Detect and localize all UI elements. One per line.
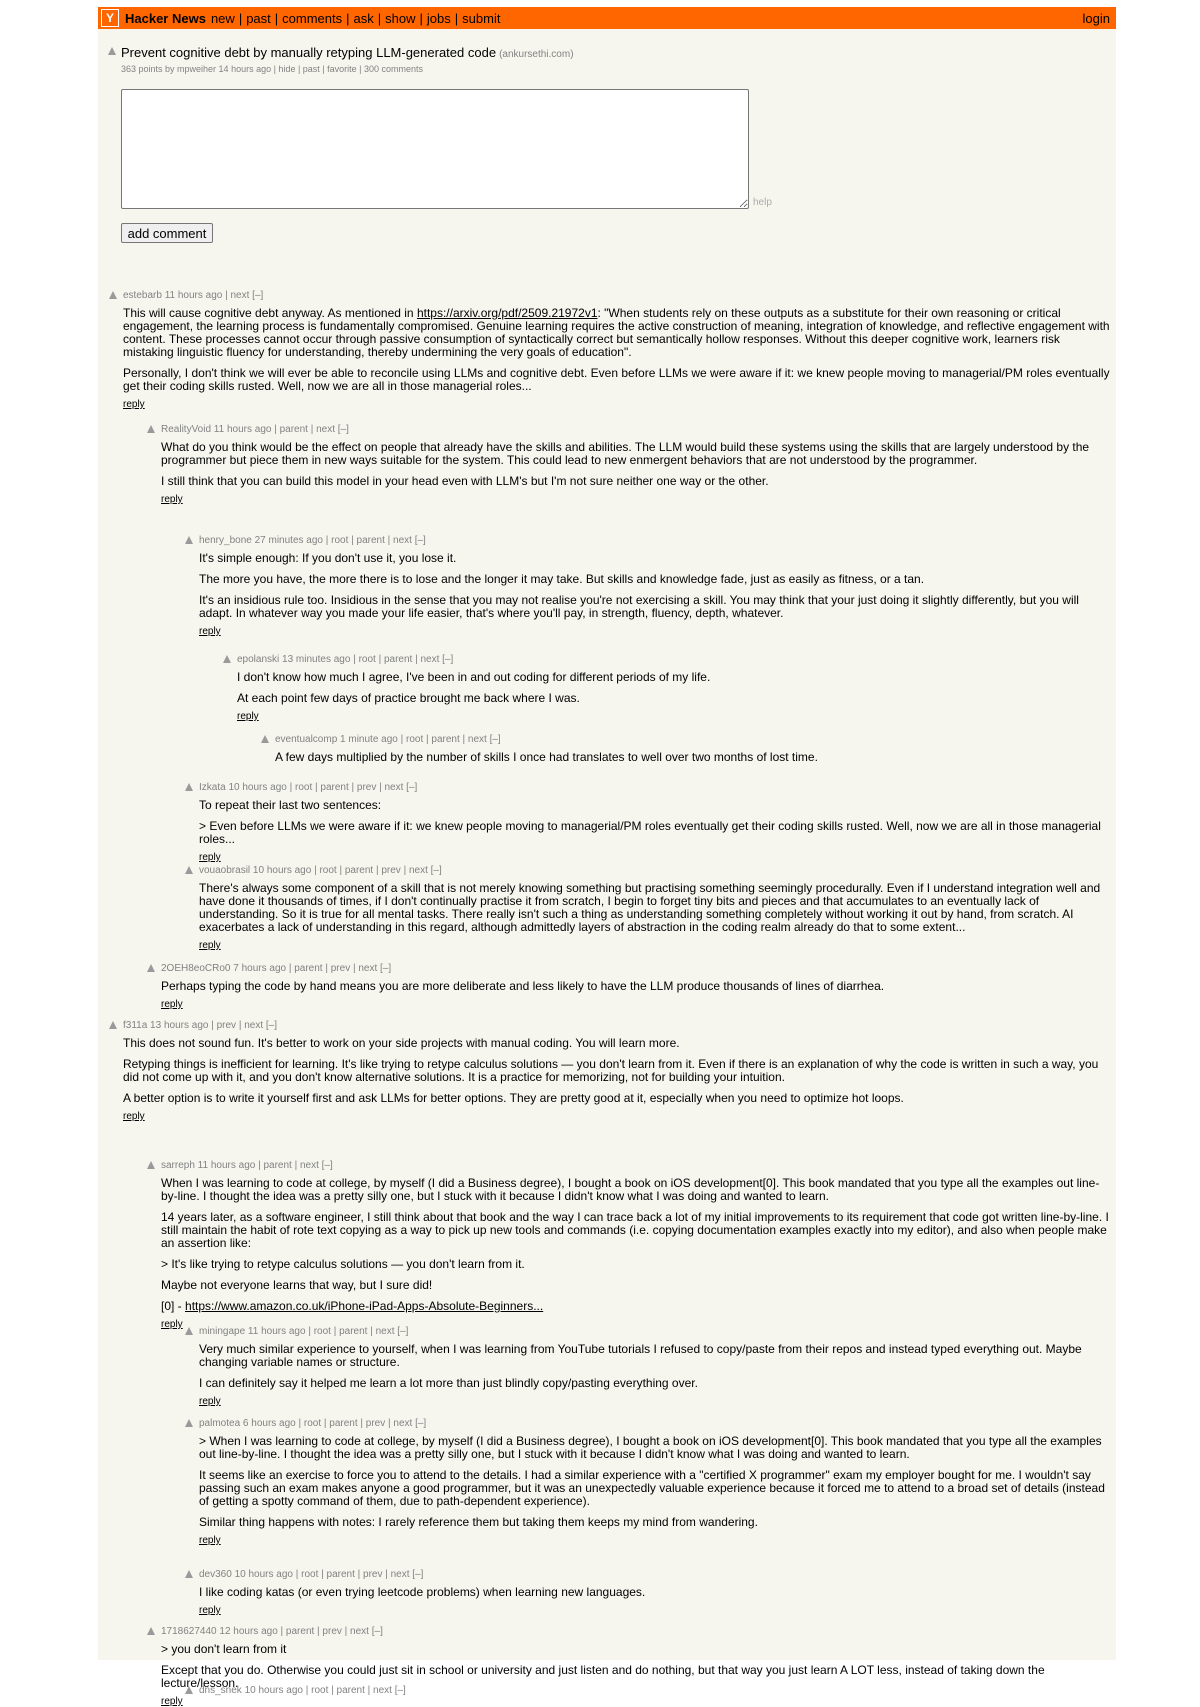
story-title-row xyxy=(121,45,574,60)
comment-body xyxy=(123,1037,1112,1105)
comment-paragraph: When I was learning to code at college, by myself (I did a Business degree), I bought a book on iOS development[0]. This book mandated that you type all the examples out line-by-line. I thought the idea was a pretty silly one, but I stuck with it because I didn't know what I was doing and wanted to learn. xyxy=(161,1176,1100,1203)
upvote-arrow-icon[interactable] xyxy=(147,1161,155,1169)
reply-link[interactable]: reply xyxy=(161,494,183,505)
comment-paragraph: This will cause cognitive debt anyway. As mentioned in https://arxiv.org/pdf/2509.21972v1: "When students rely on these outputs as a substitute for their own reasoning or critical engagement, the learning process is fundamentally compromised. Genuine learning requires the active construction of meaning, integration of knowledge, and reflective engagement with content. These processes cannot occur through passive consumption of syntactically correct but semantically hollow responses. Without this deeper cognitive work, learners risk mistaking linguistic fluency for understanding, thereby undermining the very goals of education". xyxy=(123,306,1110,359)
site-name-link[interactable]: Hacker News xyxy=(125,10,206,26)
comment-header[interactable]: miningape 11 hours ago | root | parent | next [–] xyxy=(199,1326,409,1337)
comment-paragraph: Retyping things is inefficient for learning. It's like trying to retype calculus solutions — you don't learn from it. Even if there is an explanation of why the code is written in such a way, you did not come up with it, and you don't know alternative solutions. It is a practice for memorizing, not for building your intuition. xyxy=(123,1057,1099,1084)
upvote-arrow-icon[interactable] xyxy=(185,866,193,874)
comment xyxy=(161,423,1112,505)
comment-body xyxy=(199,799,1112,846)
upvote-arrow-icon[interactable] xyxy=(223,655,231,663)
nav-show-link[interactable]: show xyxy=(385,10,416,26)
comment xyxy=(161,962,1112,1010)
comment xyxy=(123,289,1112,410)
comment-textarea[interactable] xyxy=(121,89,749,209)
comment-body xyxy=(199,1586,1112,1599)
comment-paragraph: Except that you do. Otherwise you could just sit in school or university and just listen and do nothing, but that way you just learn A LOT less, instead of taking down the lecture/lesson. xyxy=(161,1663,1045,1690)
upvote-arrow-icon[interactable] xyxy=(147,1627,155,1635)
comment-paragraph: I can definitely say it helped me learn a lot more than just blindly copy/pasting everything over. xyxy=(199,1376,698,1390)
nav-jobs-link[interactable]: jobs xyxy=(426,10,451,26)
comment-paragraph: This does not sound fun. It's better to work on your side projects with manual coding. You will learn more. xyxy=(123,1036,680,1050)
hn-logo-icon[interactable]: Y xyxy=(101,9,119,27)
upvote-arrow-icon[interactable] xyxy=(108,47,116,55)
comment xyxy=(199,1684,1112,1697)
comment-header[interactable]: f311a 13 hours ago | prev | next [–] xyxy=(123,1020,277,1031)
story-subtext[interactable]: 363 points by mpweiher 14 hours ago | hide | past | favorite | 300 comments xyxy=(121,64,424,74)
upvote-arrow-icon[interactable] xyxy=(185,536,193,544)
upvote-arrow-icon[interactable] xyxy=(185,1327,193,1335)
comment-body xyxy=(161,1177,1112,1313)
comment-paragraph: I like coding katas (or even trying leetcode problems) when learning new languages. xyxy=(199,1585,646,1599)
comment-paragraph: I don't know how much I agree, I've been in and out coding for different periods of my life. xyxy=(237,670,711,684)
comment-header[interactable]: henry_bone 27 minutes ago | root | parent | next [–] xyxy=(199,535,426,546)
reply-link[interactable]: reply xyxy=(199,626,221,637)
upvote-arrow-icon[interactable] xyxy=(185,783,193,791)
comment xyxy=(199,781,1112,863)
login-link[interactable]: login xyxy=(1082,10,1110,26)
reply-link[interactable]: reply xyxy=(199,852,221,863)
upvote-arrow-icon[interactable] xyxy=(147,425,155,433)
comment-body xyxy=(199,1343,1112,1390)
comment-body xyxy=(237,671,1112,705)
upvote-arrow-icon[interactable] xyxy=(185,1570,193,1578)
reply-link[interactable]: reply xyxy=(161,1696,183,1707)
comment xyxy=(275,733,1112,764)
comment-link[interactable]: https://www.amazon.co.uk/iPhone-iPad-Apps-Absolute-Beginners... xyxy=(185,1299,544,1313)
comment xyxy=(199,864,1112,951)
comment xyxy=(161,1159,1112,1330)
reply-link[interactable]: reply xyxy=(199,940,221,951)
story-site[interactable]: (ankursethi.com) xyxy=(499,49,574,60)
comment-paragraph: 14 years later, as a software engineer, I still think about that book and the way I can trace back a lot of my initial improvements to its requirement that code got written line-by-line. I still maintain the habit of rote text copying as a way to pick up new tools and commands (i.e. copying documentation examples exactly into my editor), and also when people make an assertion like: xyxy=(161,1210,1109,1250)
nav-submit-link[interactable]: submit xyxy=(462,10,501,26)
comment xyxy=(199,1325,1112,1407)
comment-header[interactable]: dev360 10 hours ago | root | parent | prev | next [–] xyxy=(199,1569,424,1580)
reply-link[interactable]: reply xyxy=(161,1319,183,1330)
comment-paragraph: Perhaps typing the code by hand means you are more deliberate and less likely to have the LLM produce thousands of lines of diarrhea. xyxy=(161,979,885,993)
comment-paragraph: It's an insidious rule too. Insidious in the sense that you may not realise you're not exercising a skill. You may think that your just doing it slightly differently, but you will adapt. In whatever way you made your life easier, that's where you'll pay, in strength, fluency, depth, whatever. xyxy=(199,593,1079,620)
comment-header[interactable]: eventualcomp 1 minute ago | root | parent | next [–] xyxy=(275,734,501,745)
add-comment-button[interactable]: add comment xyxy=(121,223,213,243)
top-navigation-bar: Y Hacker News new | past | comments | ask | show | jobs | submit login xyxy=(98,7,1116,29)
comment-paragraph: A few days multiplied by the number of skills I once had translates to well over two months of lost time. xyxy=(275,750,818,764)
comment-paragraph: To repeat their last two sentences: xyxy=(199,798,382,812)
comment xyxy=(237,653,1112,722)
comment-header[interactable]: sarreph 11 hours ago | parent | next [–] xyxy=(161,1160,333,1171)
comment-paragraph: I still think that you can build this model in your head even with LLM's but I'm not sure neither one way or the other. xyxy=(161,474,769,488)
reply-link[interactable]: reply xyxy=(161,999,183,1010)
comment-body xyxy=(199,552,1112,620)
comment-paragraph: [0] - https://www.amazon.co.uk/iPhone-iPad-Apps-Absolute-Beginners... xyxy=(161,1299,544,1313)
comment-body xyxy=(199,882,1112,934)
comment xyxy=(199,1568,1112,1616)
comment-header[interactable]: 2OEH8eoCRo0 7 hours ago | parent | prev | next [–] xyxy=(161,963,392,974)
comment-paragraph: It's simple enough: If you don't use it, you lose it. xyxy=(199,551,457,565)
upvote-arrow-icon[interactable] xyxy=(261,735,269,743)
comment-paragraph: > It's like trying to retype calculus solutions — you don't learn from it. xyxy=(161,1257,525,1271)
comment-paragraph: What do you think would be the effect on people that already have the skills and abilities. The LLM would build these systems using the skills that are largely understood by the programmer but piece them in new ways suitable for the system. This could lead to new enmergent behaviors that are not understood by the programmer. xyxy=(161,440,1090,467)
comment-body xyxy=(123,307,1112,393)
comment-paragraph: Very much similar experience to yourself, when I was learning from YouTube tutorials I refused to copy/paste from their repos and instead typed everything out. Maybe changing variable names or structure. xyxy=(199,1342,1082,1369)
comment-link[interactable]: https://arxiv.org/pdf/2509.21972v1 xyxy=(416,306,598,320)
comment-body xyxy=(275,751,1112,764)
nav-ask-link[interactable]: ask xyxy=(353,10,374,26)
story-title-link[interactable]: Prevent cognitive debt by manually retyping LLM-generated code xyxy=(121,45,497,60)
comment-paragraph: > you don't learn from it xyxy=(161,1642,287,1656)
upvote-arrow-icon[interactable] xyxy=(185,1686,193,1694)
main-container xyxy=(98,7,1116,1707)
comment-body xyxy=(161,441,1112,488)
reply-link[interactable]: reply xyxy=(123,1111,145,1122)
comment-header[interactable]: vouaobrasil 10 hours ago | root | parent | prev | next [–] xyxy=(199,865,442,876)
comment-paragraph: A better option is to write it yourself first and ask LLMs for better options. They are pretty good at it, especially when you need to optimize hot loops. xyxy=(123,1091,904,1105)
comment xyxy=(199,534,1112,637)
reply-link[interactable]: reply xyxy=(199,1535,221,1546)
reply-link[interactable]: reply xyxy=(199,1396,221,1407)
comment xyxy=(199,1417,1112,1546)
comment-paragraph: Maybe not everyone learns that way, but I sure did! xyxy=(161,1278,433,1292)
comment-header[interactable]: estebarb 11 hours ago | next [–] xyxy=(123,290,264,301)
help-link[interactable]: help xyxy=(753,197,772,208)
nav-past-link[interactable]: past xyxy=(246,10,271,26)
reply-link[interactable]: reply xyxy=(199,1605,221,1616)
comment-header[interactable]: 1718627440 12 hours ago | parent | prev | next [–] xyxy=(161,1626,383,1637)
upvote-arrow-icon[interactable] xyxy=(147,964,155,972)
comment-paragraph: Personally, I don't think we will ever be able to reconcile using LLMs and cognitive debt. Even before LLMs we were aware if it: we knew people moving to managerial/PM roles eventually get their coding skills rusted. Well, now we are all in those managerial roles... xyxy=(123,366,1110,393)
comment-header[interactable]: palmotea 6 hours ago | root | parent | prev | next [–] xyxy=(199,1418,427,1429)
comment-paragraph: It seems like an exercise to force you to attend to the details. I had a similar experience with a "certified X programmer" exam my employer bought for me. I wouldn't say passing such an exam makes anyone a good programmer, but it was an unexpectedly valuable experience because it forced me to attend to a broad set of details (instead of getting a spotty command of them, due to path-dependent experience). xyxy=(199,1468,1105,1508)
comment-header[interactable]: RealityVoid 11 hours ago | parent | next [–] xyxy=(161,424,349,435)
comment-header[interactable]: dns_snek 10 hours ago | root | parent | next [–] xyxy=(199,1685,406,1696)
comment-body xyxy=(161,980,1112,993)
upvote-arrow-icon[interactable] xyxy=(109,1021,117,1029)
comment-paragraph: There's always some component of a skill that is not merely knowing something but practising something seemingly procedurally. Even if I understand integration well and have done it thousands of times, if I don't continually practise it from scratch, I begin to forget tiny bits and pieces and that accumulates to an eventually lack of understanding. So it is true for all mental tasks. There really isn't such a thing as understanding something completely without working it out by hand, from scratch. AI exacerbates a lack of understanding in this regard, although admittedly layers of abstraction in the coding realm already do that to some extent... xyxy=(199,881,1101,934)
upvote-arrow-icon[interactable] xyxy=(109,291,117,299)
nav-comments-link[interactable]: comments xyxy=(282,10,343,26)
comment-paragraph: > When I was learning to code at college, by myself (I did a Business degree), I bought a book on iOS development[0]. This book mandated that you type all the examples out line-by-line. I thought the idea was a pretty silly one, but I stuck with it because I didn't know what I was doing and wanted to learn. xyxy=(199,1434,1102,1461)
comment xyxy=(123,1019,1112,1122)
comment-body xyxy=(199,1435,1112,1529)
comment-paragraph: Similar thing happens with notes: I rarely reference them but taking them keeps my mind from wandering. xyxy=(199,1515,758,1529)
comment-header[interactable]: Izkata 10 hours ago | root | parent | prev | next [–] xyxy=(199,782,418,793)
comment-paragraph: The more you have, the more there is to lose and the longer it may take. But skills and knowledge fade, just as easily as fitness, or a tan. xyxy=(199,572,925,586)
reply-link[interactable]: reply xyxy=(237,711,259,722)
upvote-arrow-icon[interactable] xyxy=(185,1419,193,1427)
comment-paragraph: > Even before LLMs we were aware if it: we knew people moving to managerial/PM roles eventually get their coding skills rusted. Well, now we are all in those managerial roles... xyxy=(199,819,1101,846)
nav-new-link[interactable]: new xyxy=(210,10,235,26)
reply-link[interactable]: reply xyxy=(123,399,145,410)
comment-header[interactable]: epolanski 13 minutes ago | root | parent | next [–] xyxy=(237,654,454,665)
comment-paragraph: At each point few days of practice brought me back where I was. xyxy=(237,691,580,705)
comment-body xyxy=(161,1643,1112,1690)
